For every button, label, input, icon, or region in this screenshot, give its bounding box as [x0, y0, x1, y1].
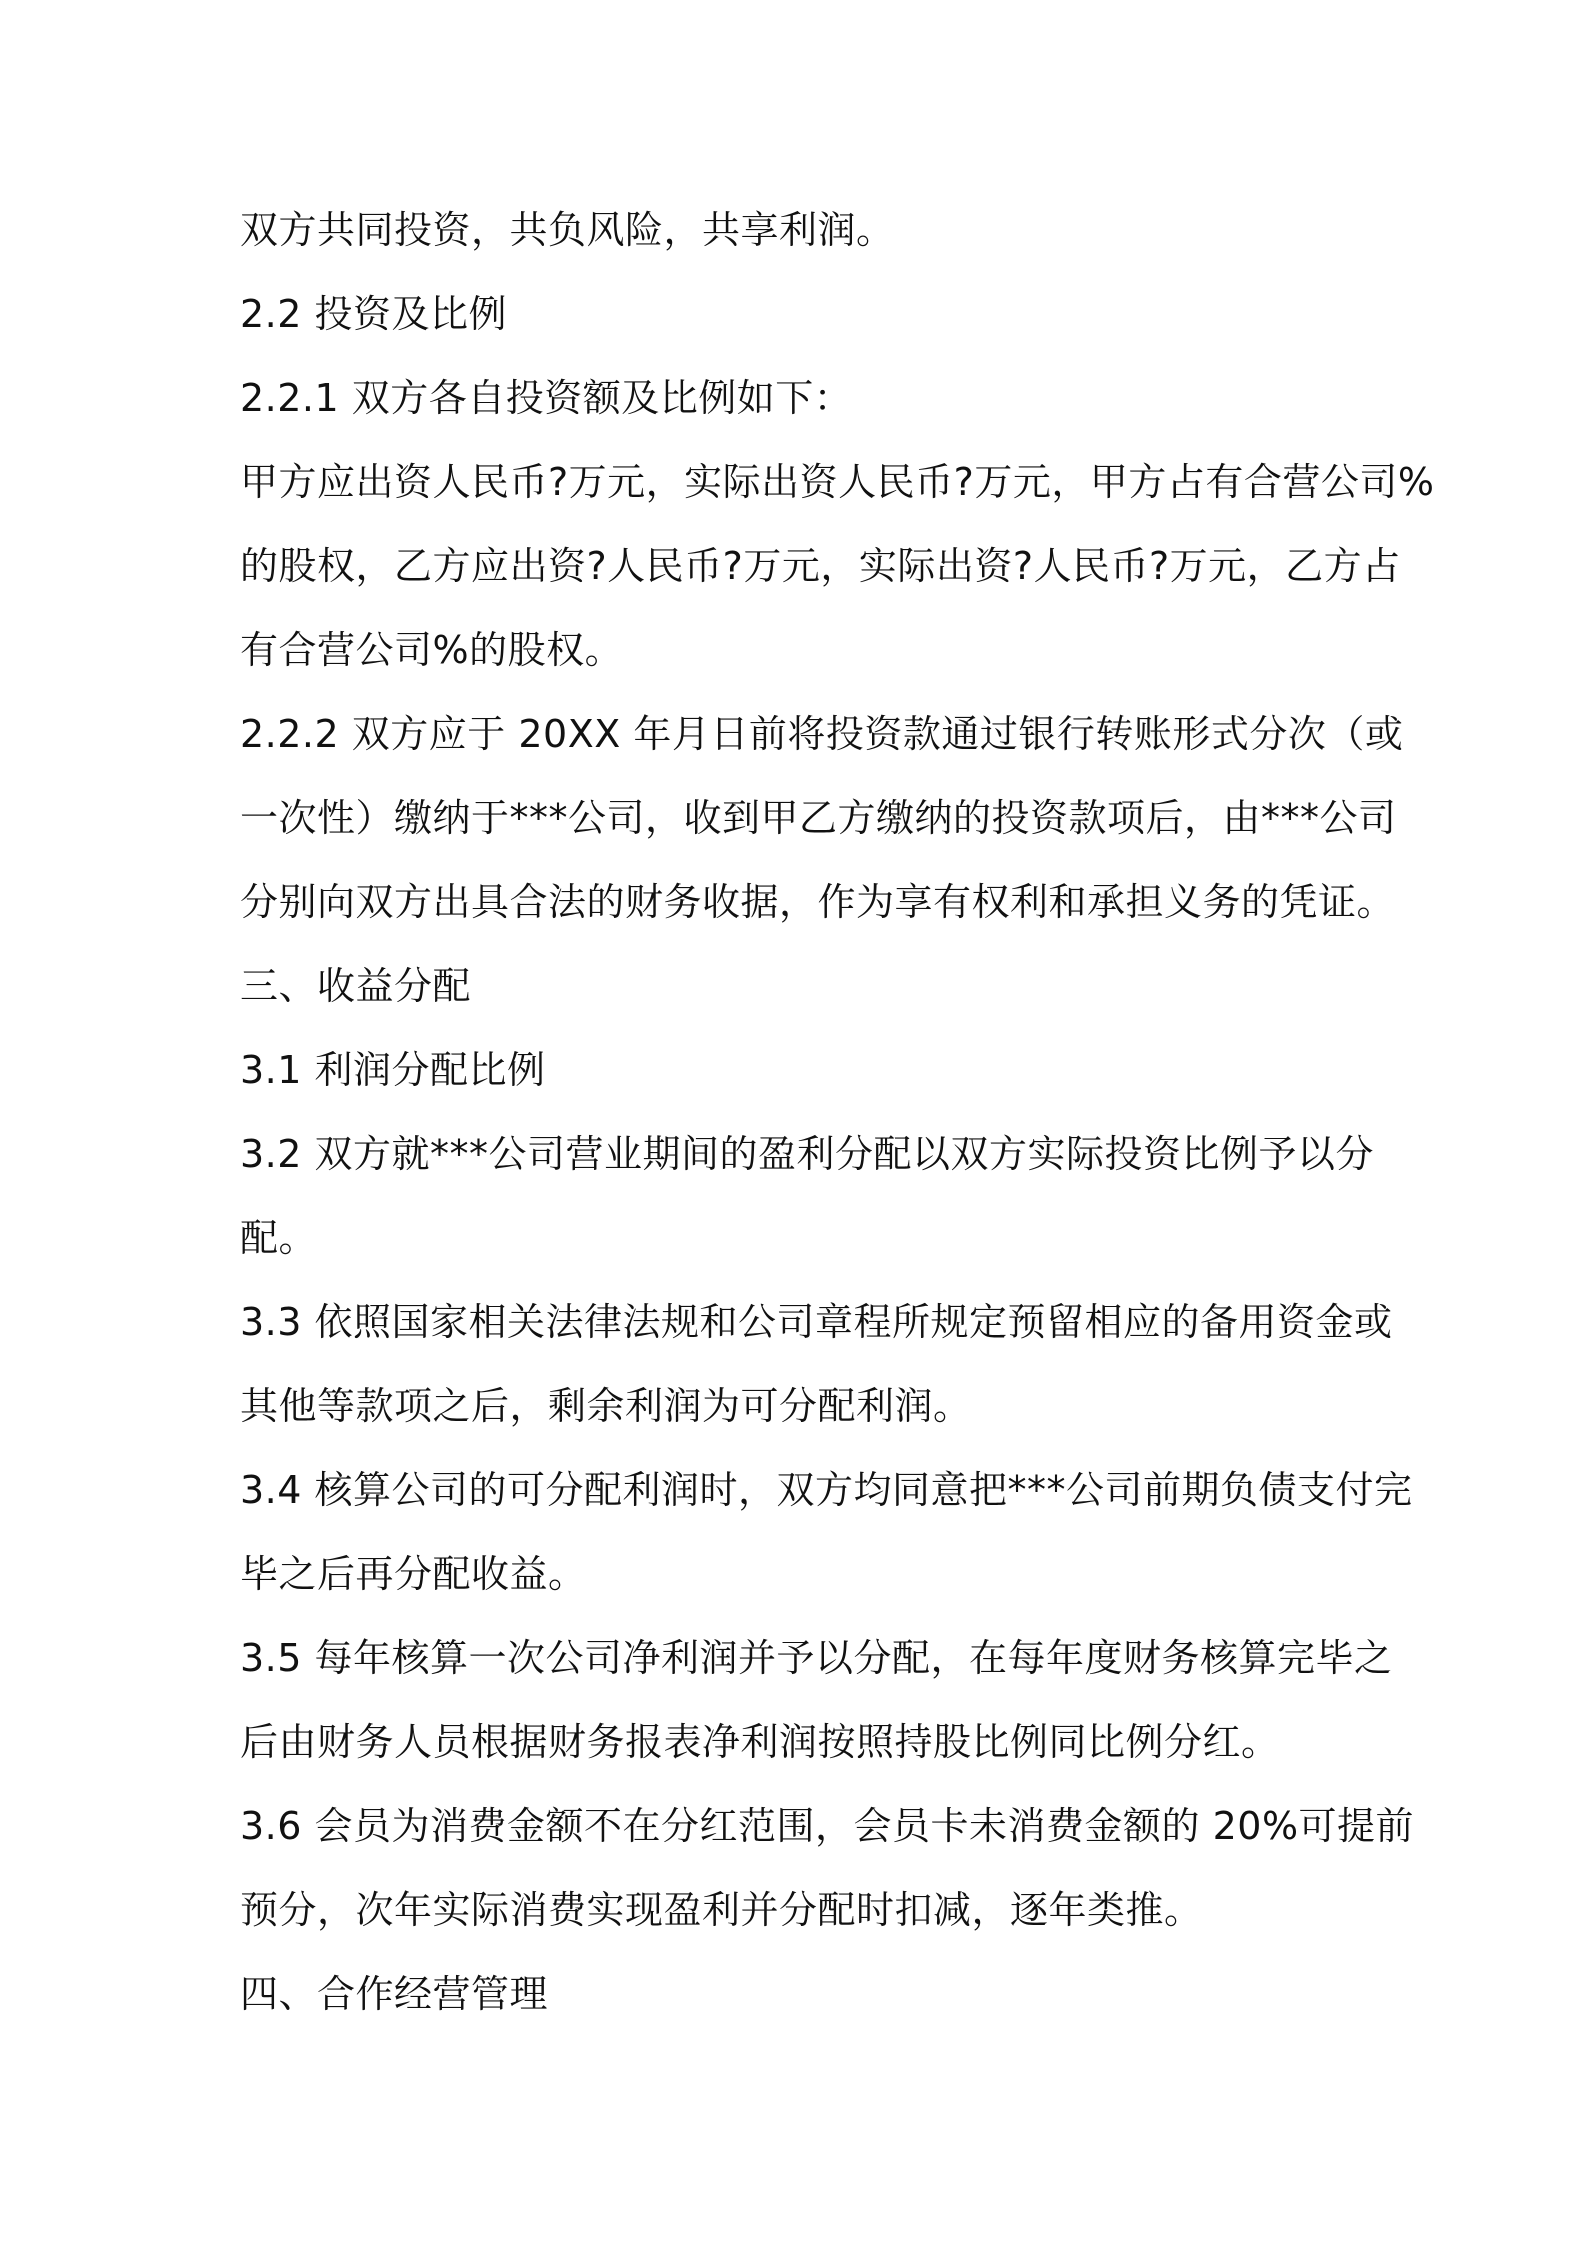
text-line: 的股权，乙方应出资?人民币?万元，实际出资?人民币?万元，乙方占 — [240, 544, 1401, 588]
paragraph-joint-investment — [240, 188, 1390, 272]
text-line: 配。 — [240, 1216, 318, 1260]
text-line: 一次性）缴纳于***公司，收到甲乙方缴纳的投资款项后，由***公司 — [240, 796, 1397, 840]
clause-2-2-2 — [240, 692, 1404, 944]
text-line: 有合营公司%的股权。 — [240, 628, 624, 672]
clause-2-2-1 — [240, 356, 1390, 440]
paragraph-capital-contribution — [240, 440, 1435, 692]
text-line: 其他等款项之后，剩余利润为可分配利润。 — [240, 1384, 972, 1428]
clause-3-1 — [240, 1028, 1390, 1112]
text-line: 3.3 依照国家相关法律法规和公司章程所规定预留相应的备用资金或 — [240, 1300, 1393, 1344]
text-line: 3.1 利润分配比例 — [240, 1048, 546, 1092]
text-line: 预分，次年实际消费实现盈利并分配时扣减，逐年类推。 — [240, 1888, 1203, 1932]
heading-2-2-investment-ratio — [240, 272, 1390, 356]
clause-3-4 — [240, 1448, 1413, 1616]
text-line: 四、合作经营管理 — [240, 1972, 549, 2016]
text-line: 毕之后再分配收益。 — [240, 1552, 587, 1596]
text-line: 3.2 双方就***公司营业期间的盈利分配以双方实际投资比例予以分 — [240, 1132, 1375, 1176]
section-3-heading — [240, 944, 1390, 1028]
clause-3-6 — [240, 1784, 1415, 1952]
text-line: 双方共同投资，共负风险，共享利润。 — [240, 208, 895, 252]
document-body — [240, 188, 1435, 2036]
clause-3-2 — [240, 1112, 1390, 1280]
text-line: 3.5 每年核算一次公司净利润并予以分配，在每年度财务核算完毕之 — [240, 1636, 1393, 1680]
text-line: 后由财务人员根据财务报表净利润按照持股比例同比例分红。 — [240, 1720, 1280, 1764]
text-line: 甲方应出资人民币?万元，实际出资人民币?万元，甲方占有合营公司% — [240, 460, 1435, 504]
text-line: 3.6 会员为消费金额不在分红范围，会员卡未消费金额的 20%可提前 — [240, 1804, 1415, 1848]
text-line: 2.2.2 双方应于 20XX 年月日前将投资款通过银行转账形式分次（或 — [240, 712, 1404, 756]
section-4-heading — [240, 1952, 1390, 2036]
text-line: 2.2.1 双方各自投资额及比例如下： — [240, 376, 853, 420]
text-line: 3.4 核算公司的可分配利润时，双方均同意把***公司前期负债支付完 — [240, 1468, 1413, 1512]
text-line: 2.2 投资及比例 — [240, 292, 508, 336]
text-line: 分别向双方出具合法的财务收据，作为享有权利和承担义务的凭证。 — [240, 880, 1396, 924]
text-line: 三、收益分配 — [240, 964, 472, 1008]
clause-3-5 — [240, 1616, 1393, 1784]
clause-3-3 — [240, 1280, 1393, 1448]
